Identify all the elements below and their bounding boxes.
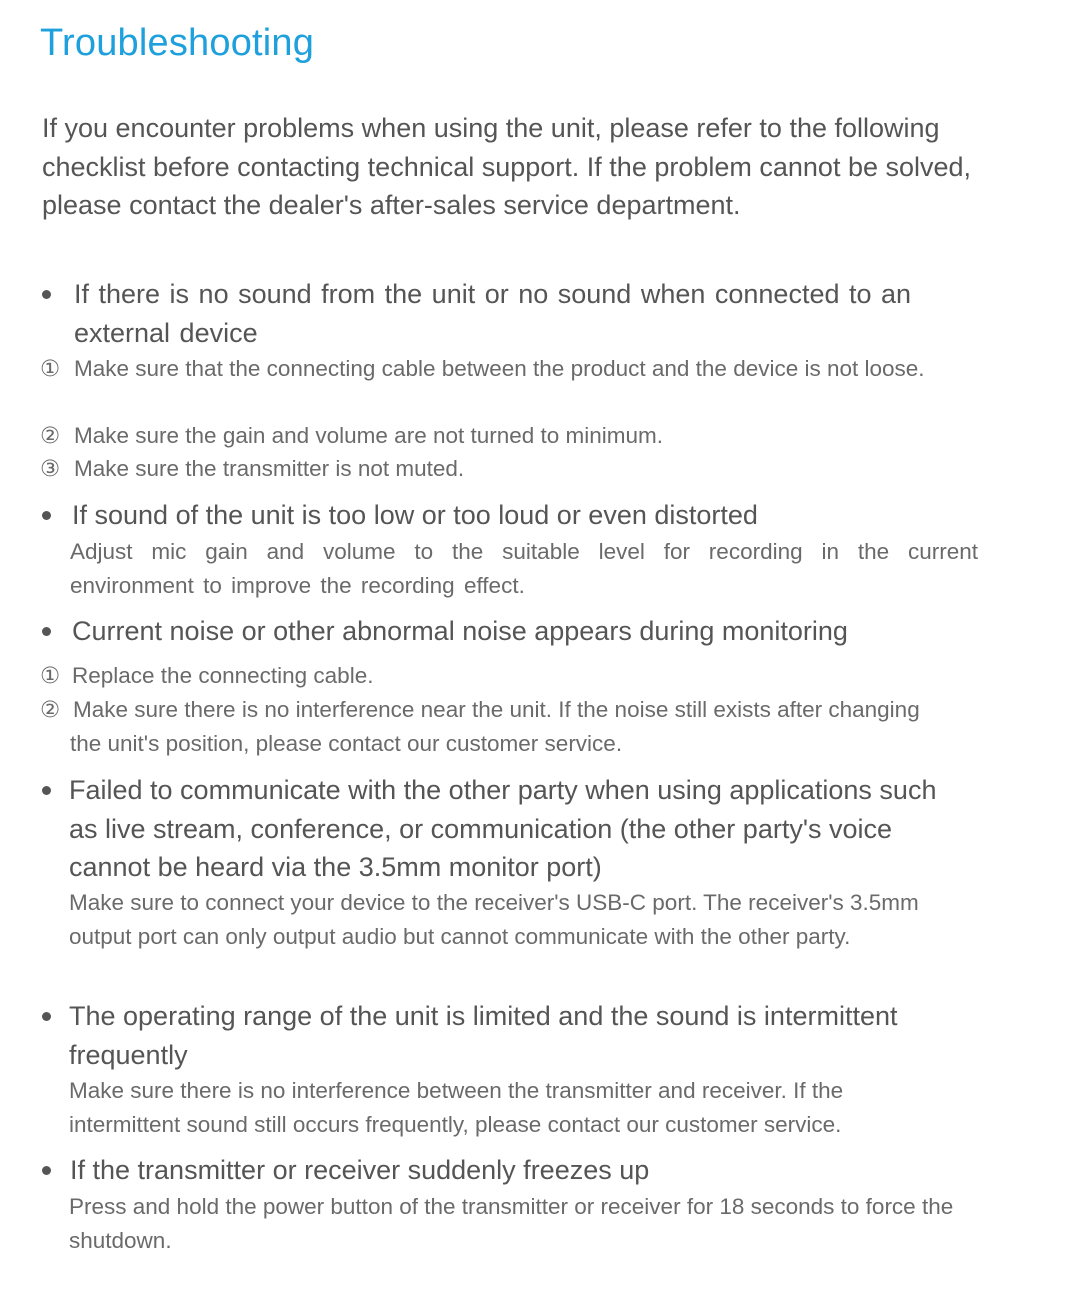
item-heading: The operating range of the unit is limited and the sound is intermittent frequently bbox=[69, 1001, 898, 1070]
bullet-icon bbox=[42, 786, 51, 795]
intro-paragraph: If you encounter problems when using the unit, please refer to the following checklist before contacting technical support. If the problem cannot be solved, please contact the dealer's after-sales service department. bbox=[42, 113, 972, 221]
bullet-icon bbox=[42, 627, 51, 636]
step-number-1: ① bbox=[40, 356, 61, 381]
bullet-icon bbox=[42, 1166, 51, 1175]
item-body: Make sure there is no interference between the transmitter and receiver. If the intermittent sound still occurs frequently, please contact our customer service. bbox=[69, 1078, 844, 1137]
item-body: Press and hold the power button of the transmitter or receiver for 18 seconds to force the shutdown. bbox=[69, 1194, 954, 1253]
step-text: Replace the connecting cable. bbox=[72, 663, 374, 688]
bullet-icon bbox=[42, 290, 51, 299]
bullet-icon bbox=[42, 1012, 51, 1021]
step-text: Make sure the transmitter is not muted. bbox=[74, 456, 465, 481]
step-number-2: ② bbox=[40, 423, 61, 448]
step-number-1: ① bbox=[40, 663, 61, 688]
item-heading: Current noise or other abnormal noise appears during monitoring bbox=[72, 616, 848, 646]
item-heading: If there is no sound from the unit or no sound when connected to an external device bbox=[74, 279, 912, 348]
step-text: Make sure the gain and volume are not turned to minimum. bbox=[74, 423, 664, 448]
item-heading: If sound of the unit is too low or too loud or even distorted bbox=[72, 500, 758, 530]
page-title: Troubleshooting bbox=[40, 22, 315, 64]
step-number-3: ③ bbox=[40, 456, 61, 481]
item-body: Adjust mic gain and volume to the suitable level for recording in the current environment to improve the recording effect. bbox=[70, 539, 978, 598]
step-text: Make sure there is no interference near the unit. If the noise still exists after changing the unit's position, please contact our customer service. bbox=[70, 697, 920, 756]
item-heading: If the transmitter or receiver suddenly freezes up bbox=[70, 1155, 650, 1185]
item-heading: Failed to communicate with the other party when using applications such as live stream, conference, or communication (the other party's voice cannot be heard via the 3.5mm monitor port) bbox=[69, 775, 937, 882]
item-body: Make sure to connect your device to the receiver's USB-C port. The receiver's 3.5mm output port can only output audio but cannot communicate with the other party. bbox=[69, 890, 919, 949]
bullet-icon bbox=[42, 511, 51, 520]
step-number-2: ② bbox=[40, 697, 61, 722]
step-text: Make sure that the connecting cable between the product and the device is not loose. bbox=[74, 356, 925, 381]
